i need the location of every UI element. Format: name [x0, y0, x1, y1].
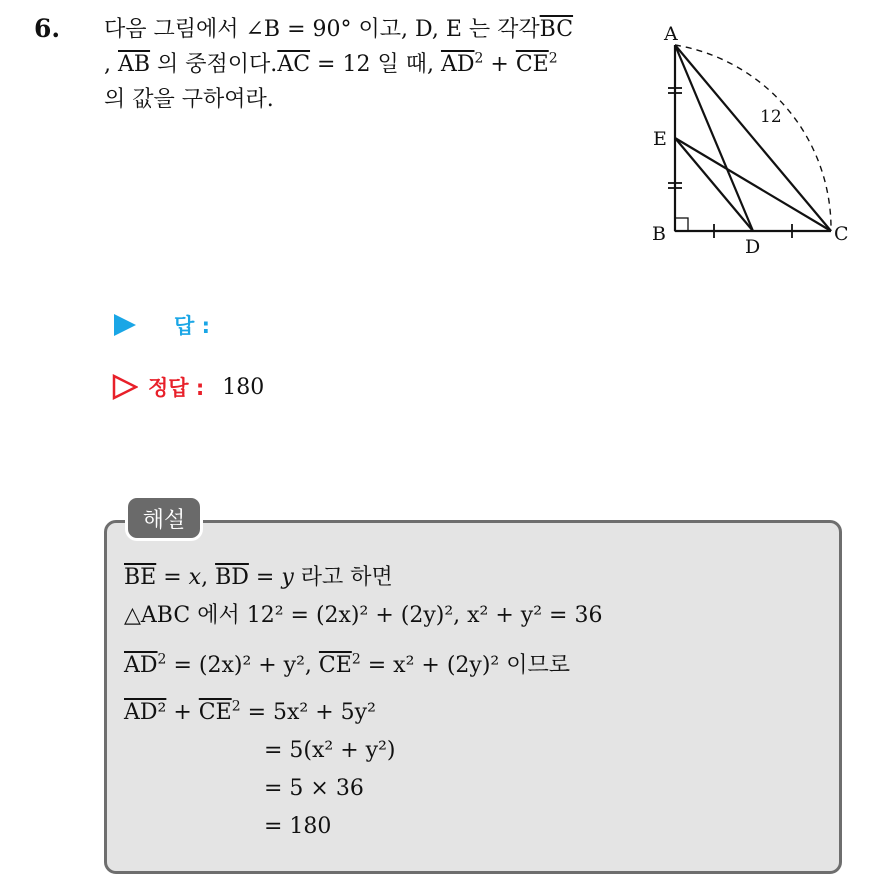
solution-line-6: = 5 × 36: [264, 776, 364, 801]
exponent: 2: [548, 50, 558, 67]
problem-text-part4: = 12 일 때,: [310, 52, 441, 77]
label-c: C: [834, 223, 849, 245]
label-b: B: [652, 223, 666, 245]
solution-line-7: = 180: [264, 814, 332, 839]
label-a: A: [664, 23, 678, 45]
segment-bd: $\overline{BD}$: [215, 565, 249, 590]
segment-ad: $\overline{AD}$: [124, 653, 158, 678]
right-angle-mark: [675, 218, 688, 231]
line4-tail: = 5x² + 5y²: [240, 700, 376, 725]
line3-mid: = (2x)² + y²,: [166, 653, 319, 678]
solution-line-5: = 5(x² + y²): [264, 738, 396, 763]
line3-tail: = x² + (2y)² 이므로: [360, 653, 570, 678]
outline-arrow-icon: [112, 374, 138, 400]
exponent: 2: [157, 651, 167, 668]
plus-sign: +: [166, 700, 199, 725]
exponent: 2: [474, 50, 484, 67]
solution-line-1: [124, 560, 393, 591]
solution-line-2: △ABC 에서 12² = (2x)² + (2y)², x² + y² = 36: [124, 603, 603, 628]
problem-number: 6.: [34, 14, 61, 43]
triangle-figure: [650, 20, 860, 260]
solution-line-4: [124, 700, 376, 725]
problem-text-part5: 의 값을 구하여라.: [104, 87, 274, 112]
solution-line-3: [124, 648, 570, 679]
problem-text-part3: 의 중점이다.: [150, 52, 278, 77]
solution-tag: 해설: [128, 498, 200, 538]
problem-text-part1: 다음 그림에서 ∠B = 90° 이고, D, E 는 각각: [104, 17, 540, 42]
label-e: E: [653, 128, 667, 150]
problem-text-part2: ,: [104, 52, 118, 77]
correct-value: 180: [222, 374, 265, 400]
label-d: D: [745, 236, 761, 258]
var-y: y: [281, 565, 294, 590]
segment-ad-line: [675, 45, 753, 231]
segment-ad-squared: AD²: [124, 700, 167, 725]
exponent: 2: [231, 698, 241, 715]
equals: =: [248, 565, 282, 590]
var-x: x: [188, 565, 202, 590]
answer-row: [112, 310, 210, 340]
segment-ce: $\overline{CE}$: [318, 653, 352, 678]
segment-ed-line: [675, 138, 753, 231]
plus-sign: +: [483, 52, 516, 77]
segment-be: $\overline{BE}$: [124, 565, 157, 590]
segment-ce: $\overline{CE}$: [515, 52, 549, 77]
line1-tail: 라고 하면: [293, 565, 393, 590]
comma: ,: [201, 565, 216, 590]
answer-label: 답 :: [174, 314, 210, 338]
label-length: 12: [760, 107, 782, 127]
segment-ce-line: [675, 138, 831, 231]
segment-ce: $\overline{CE}$: [198, 700, 232, 725]
segment-ad: $\overline{AD}$: [440, 52, 475, 77]
segment-bc: $\overline{BC}$: [539, 17, 574, 42]
equals: =: [156, 565, 189, 590]
exponent: 2: [351, 651, 361, 668]
play-arrow-icon: [112, 312, 138, 338]
problem-text: [104, 12, 634, 117]
segment-ab: $\overline{AB}$: [118, 52, 151, 77]
correct-answer-row: [112, 372, 264, 402]
correct-label: 정답 :: [148, 376, 205, 400]
segment-ac: $\overline{AC}$: [277, 52, 311, 77]
